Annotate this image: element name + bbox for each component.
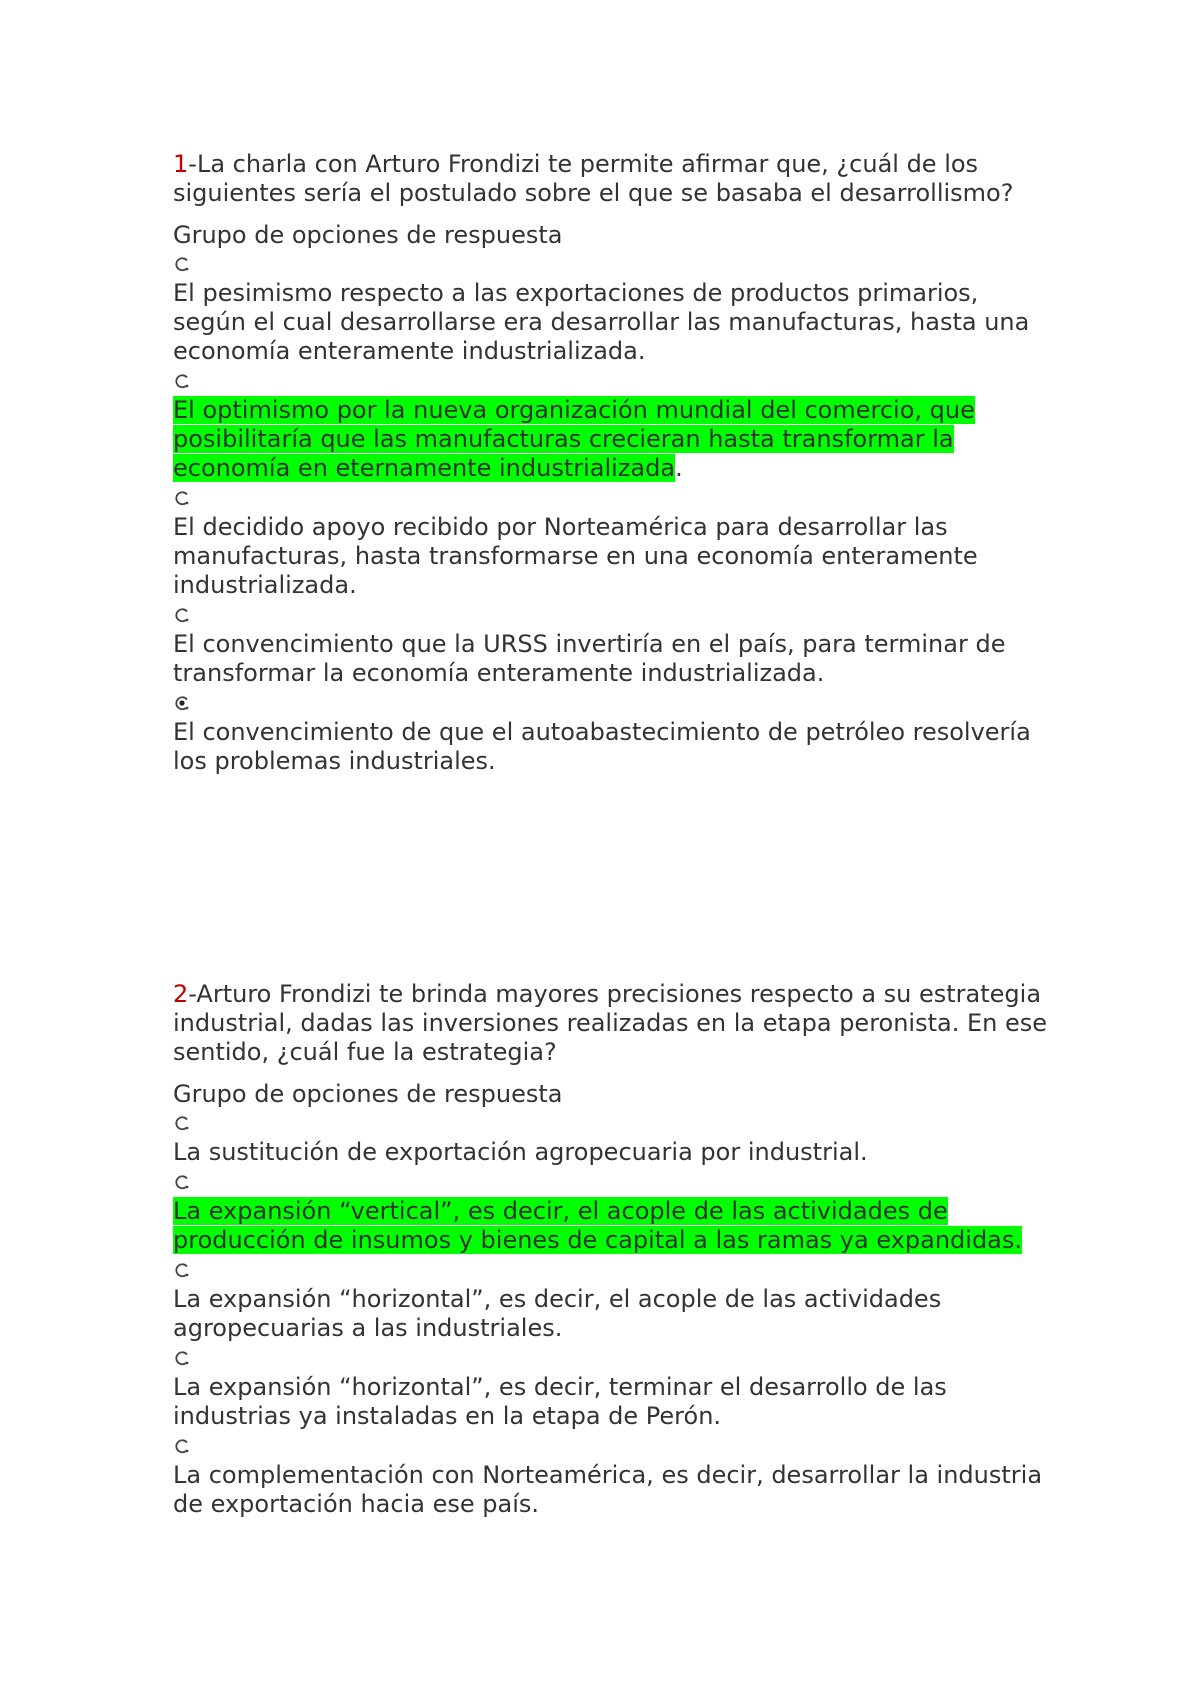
- question-2-option-4-radio[interactable]: [174, 1350, 190, 1366]
- radio-unchecked-icon: [174, 256, 190, 272]
- question-2: [173, 980, 1053, 1526]
- question-1-text: [173, 150, 1053, 208]
- question-1-option-4-text: El convencimiento que la URSS invertiría en el país, para terminar de transformar la economía enteramente industrializada.: [173, 630, 1006, 687]
- question-1-option-3-radio[interactable]: [174, 490, 190, 506]
- question-1-option-4-radio[interactable]: [174, 607, 190, 623]
- question-1-option-3-text: El decidido apoyo recibido por Norteamérica para desarrollar las manufacturas, hasta transformarse en una economía enteramente industrializada.: [173, 513, 978, 599]
- question-2-option-4-text: La expansión “horizontal”, es decir, terminar el desarrollo de las industrias ya instaladas en la etapa de Perón.: [173, 1373, 947, 1430]
- question-1-option-5-radio[interactable]: [174, 695, 190, 711]
- radio-checked-icon: [174, 695, 190, 711]
- question-1-option-1-radio[interactable]: [174, 256, 190, 272]
- radio-unchecked-icon: [174, 1115, 190, 1131]
- question-1-group-label: Grupo de opciones de respuesta: [173, 221, 563, 249]
- question-2-option-1-text: La sustitución de exportación agropecuaria por industrial.: [173, 1138, 868, 1166]
- question-1: [173, 150, 1053, 783]
- question-2-number: 2: [173, 980, 189, 1008]
- question-1-number: 1: [173, 150, 189, 178]
- radio-unchecked-icon: [174, 1174, 190, 1190]
- question-1-option-2-text: [173, 396, 1053, 483]
- highlighted-answer: El optimismo por la nueva organización mundial del comercio, que posibilitaría que las manufacturas crecieran hasta transformar la economía en eternamente industrializada: [173, 396, 975, 482]
- question-2-option-3-radio[interactable]: [174, 1262, 190, 1278]
- question-2-option-2-text: [173, 1197, 1053, 1255]
- radio-unchecked-icon: [174, 1438, 190, 1454]
- radio-unchecked-icon: [174, 373, 190, 389]
- question-2-prompt: -Arturo Frondizi te brinda mayores precisiones respecto a su estrategia industrial, dadas las inversiones realizadas en la etapa peronista. En ese sentido, ¿cuál fue la estrategia?: [173, 980, 1048, 1066]
- question-1-option-5-text: El convencimiento de que el autoabastecimiento de petróleo resolvería los problemas industriales.: [173, 718, 1031, 775]
- question-1-option-1-text: El pesimismo respecto a las exportaciones de productos primarios, según el cual desarrollarse era desarrollar las manufacturas, hasta una economía enteramente industrializada.: [173, 279, 1030, 365]
- question-2-option-5-text: La complementación con Norteamérica, es decir, desarrollar la industria de exportación hacia ese país.: [173, 1461, 1043, 1518]
- question-1-option-2-radio[interactable]: [174, 373, 190, 389]
- radio-unchecked-icon: [174, 490, 190, 506]
- question-2-group-label: Grupo de opciones de respuesta: [173, 1080, 563, 1108]
- question-2-option-5-radio[interactable]: [174, 1438, 190, 1454]
- question-2-text: [173, 980, 1053, 1067]
- question-1-prompt: -La charla con Arturo Frondizi te permite afirmar que, ¿cuál de los siguientes sería el postulado sobre el que se basaba el desarrollismo?: [173, 150, 1014, 207]
- option-suffix: .: [675, 454, 683, 482]
- question-2-option-1-radio[interactable]: [174, 1115, 190, 1131]
- radio-unchecked-icon: [174, 607, 190, 623]
- radio-unchecked-icon: [174, 1350, 190, 1366]
- question-2-option-2-radio[interactable]: [174, 1174, 190, 1190]
- highlighted-answer: La expansión “vertical”, es decir, el acople de las actividades de producción de insumos y bienes de capital a las ramas ya expandidas.: [173, 1197, 1023, 1254]
- radio-unchecked-icon: [174, 1262, 190, 1278]
- question-2-option-3-text: La expansión “horizontal”, es decir, el acople de las actividades agropecuarias a las industriales.: [173, 1285, 942, 1342]
